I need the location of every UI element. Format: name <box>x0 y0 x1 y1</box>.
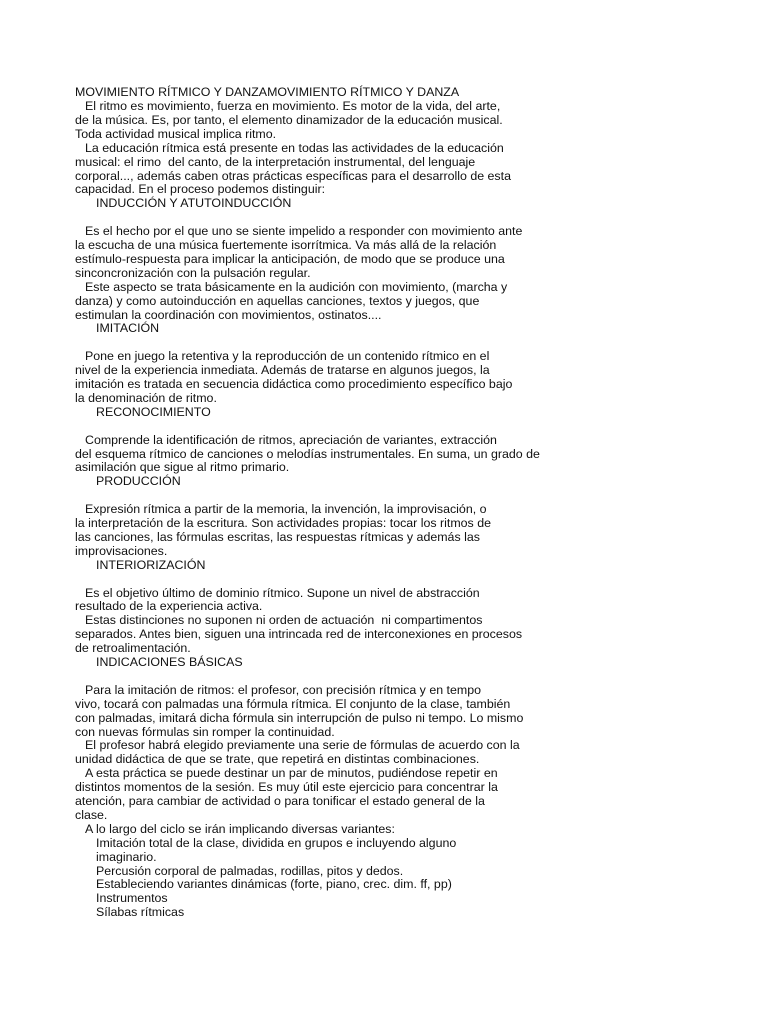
paragraph-line: vivo, tocará con palmadas una fórmula rítmica. El conjunto de la clase, también <box>75 696 511 711</box>
paragraph-line: Percusión corporal de palmadas, rodillas, pitos y dedos. <box>96 863 404 878</box>
paragraph-line: la escucha de una música fuertemente isorrítmica. Va más allá de la relación <box>75 238 497 252</box>
paragraph-line: Comprende la identificación de ritmos, apreciación de variantes, extracción <box>85 432 497 447</box>
paragraph-line: Para la imitación de ritmos: el profesor, con precisión rítmica y en tempo <box>85 682 481 697</box>
paragraph-line: estimulan la coordinación con movimientos, ostinatos.... <box>75 307 382 322</box>
section-heading: INDICACIONES BÁSICAS <box>96 655 243 669</box>
section-heading: PRODUCCIÓN <box>96 474 181 489</box>
paragraph-line: Expresión rítmica a partir de la memoria, la invención, la improvisación, o <box>85 502 487 517</box>
paragraph-line: nivel de la experiencia inmediata. Además de tratarse en algunos juegos, la <box>75 363 490 378</box>
paragraph-line: con nuevas fórmulas sin romper la continuidad. <box>75 724 335 739</box>
paragraph-line: las canciones, las fórmulas escritas, las respuestas rítmicas y además las <box>75 529 480 544</box>
paragraph-line: imitación es tratada en secuencia didáctica como procedimiento específico bajo <box>75 377 513 391</box>
paragraph-line: de retroalimentación. <box>75 641 191 656</box>
document-title: MOVIMIENTO RÍTMICO Y DANZAMOVIMIENTO RÍTMICO Y DANZA <box>75 85 460 99</box>
section-heading: INDUCCIÓN Y ATUTOINDUCCIÓN <box>96 196 292 211</box>
paragraph-line: asimilación que sigue al ritmo primario. <box>75 460 290 475</box>
section-heading: IMITACIÓN <box>96 321 160 336</box>
paragraph-line: capacidad. En el proceso podemos distinguir: <box>75 182 326 197</box>
paragraph-line: distintos momentos de la sesión. Es muy útil este ejercicio para concentrar la <box>75 780 498 795</box>
paragraph-line: El ritmo es movimiento, fuerza en movimiento. Es motor de la vida, del arte, <box>85 99 501 113</box>
paragraph-line: Imitación total de la clase, dividida en grupos e incluyendo alguno <box>96 835 457 850</box>
paragraph-line: con palmadas, imitará dicha fórmula sin interrupción de pulso ni tempo. Lo mismo <box>75 710 524 725</box>
paragraph-line: Sílabas rítmicas <box>96 905 185 920</box>
paragraph-line: la denominación de ritmo. <box>75 390 217 405</box>
paragraph-line: El profesor habrá elegido previamente una serie de fórmulas de acuerdo con la <box>85 738 520 753</box>
paragraph-line: Pone en juego la retentiva y la reproducción de un contenido rítmico en el <box>85 349 490 364</box>
paragraph-line: corporal..., además caben otras prácticas específicas para el desarrollo de esta <box>75 168 511 183</box>
section-heading: INTERIORIZACIÓN <box>96 557 206 572</box>
paragraph-line: Instrumentos <box>96 891 168 906</box>
paragraph-line: del esquema rítmico de canciones o melodías instrumentales. En suma, un grado de <box>75 446 540 461</box>
paragraph-line: de la música. Es, por tanto, el elemento dinamizador de la educación musical. <box>75 112 503 127</box>
paragraph-line: A esta práctica se puede destinar un par de minutos, pudiéndose repetir en <box>85 766 498 781</box>
paragraph-line: sinconcronización con la pulsación regular. <box>75 265 311 280</box>
paragraph-line: clase. <box>75 807 108 822</box>
paragraph-line: estímulo-respuesta para implicar la anticipación, de modo que se produce una <box>75 251 505 266</box>
paragraph-line: unidad didáctica de que se trate, que repetirá en distintas combinaciones. <box>75 752 480 767</box>
paragraph-line: Estas distinciones no suponen ni orden de actuación ni compartimentos <box>85 613 483 628</box>
paragraph-line: improvisaciones. <box>75 543 168 558</box>
paragraph-line: imaginario. <box>96 849 157 864</box>
paragraph-line: La educación rítmica está presente en todas las actividades de la educación <box>85 140 504 155</box>
paragraph-line: Este aspecto se trata básicamente en la audición con movimiento, (marcha y <box>85 279 508 294</box>
paragraph-line: Es el hecho por el que uno se siente impelido a responder con movimiento ante <box>85 224 523 239</box>
paragraph-line: Toda actividad musical implica ritmo. <box>75 126 277 141</box>
paragraph-line: danza) y como autoinducción en aquellas canciones, textos y juegos, que <box>75 293 480 308</box>
paragraph-line: separados. Antes bien, siguen una intrincada red de interconexiones en procesos <box>75 627 523 642</box>
paragraph-line: Estableciendo variantes dinámicas (forte, piano, crec. dim. ff, pp) <box>96 877 452 892</box>
paragraph-line: atención, para cambiar de actividad o para tonificar el estado general de la <box>75 794 485 808</box>
paragraph-line: Es el objetivo último de dominio rítmico. Supone un nivel de abstracción <box>85 585 480 600</box>
paragraph-line: resultado de la experiencia activa. <box>75 599 263 614</box>
paragraph-line: musical: el rimo del canto, de la interpretación instrumental, del lenguaje <box>75 154 476 169</box>
section-heading: RECONOCIMIENTO <box>96 404 211 419</box>
paragraph-line: A lo largo del ciclo se irán implicando diversas variantes: <box>85 821 395 836</box>
paragraph-line: la interpretación de la escritura. Son actividades propias: tocar los ritmos de <box>75 516 491 530</box>
